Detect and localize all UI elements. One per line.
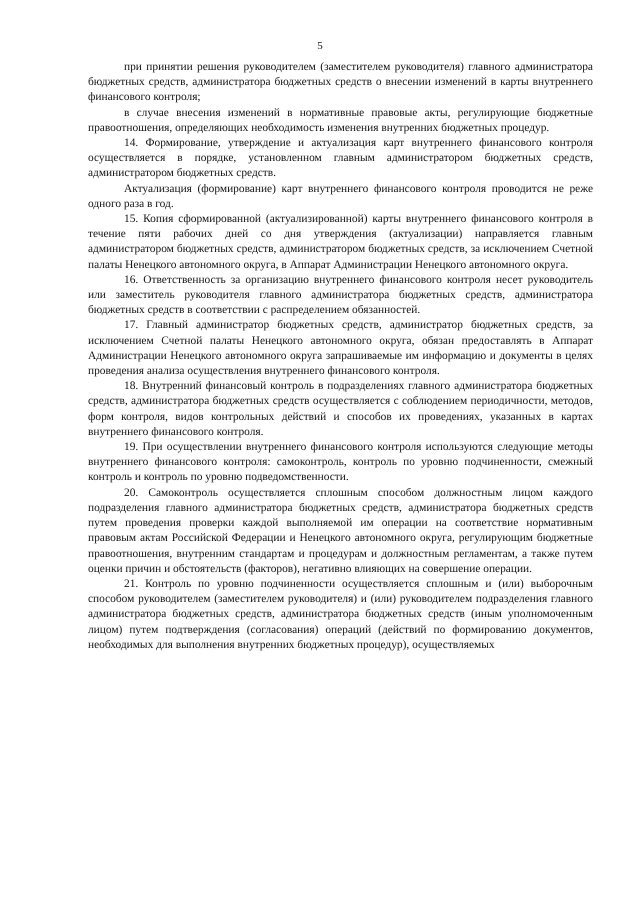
paragraph-5: 15. Копия сформированной (актуализированной) карты внутреннего финансового контроля в течение пяти рабочих дней со дня утверждения (актуализации) направляется главным администратором бюджетных средств, администратором бюджетных средств, за исключением Счетной палаты Ненецкого автономного округа, в Аппарат Администрации Ненецкого автономного округа. — [88, 213, 593, 271]
paragraph-6: 16. Ответственность за организацию внутреннего финансового контроля несет руководитель или заместитель руководителя главного администратора бюджетных средств, администратора бюджетных средств в соответствии с распределением обязанностей. — [88, 273, 593, 317]
paragraph-7: 17. Главный администратор бюджетных средств, администратор бюджетных средств, за исключением Счетной палаты Ненецкого автономного округа, обязан предоставлять в Аппарат Администрации Ненецкого автономного округа запрашиваемые им информацию и документы в целях проведения анализа осуществления внутреннего финансового контроля. — [88, 319, 593, 378]
paragraph-4: Актуализация (формирование) карт внутреннего финансового контроля проводится не реже одного раза в год. — [88, 182, 593, 210]
paragraph-11: 21. Контроль по уровню подчиненности осуществляется сплошным и (или) выборочным способом руководителем (заместителем руководителя) и (или) руководителем подразделения главного администратора бюджетных средств, администратора бюджетных средств (иным уполномоченным лицом) путем подтверждения (согласования) операций (действий по формированию документов, необходимых для выполнения внутренних бюджетных процедур), осуществляемых — [88, 577, 593, 651]
paragraph-8: 18. Внутренний финансовый контроль в подразделениях главного администратора бюджетных средств, администратора бюджетных средств осуществляется с соблюдением периодичности, методов, форм контроля, видов контрольных действий и способов их проведениях, указанных в картах внутреннего финансового контроля. — [88, 380, 593, 438]
paragraph-2: в случае внесения изменений в нормативные правовые акты, регулирующие бюджетные правоотношения, определяющих необходимость изменения внутренних бюджетных процедур. — [88, 106, 593, 134]
paragraph-10: 20. Самоконтроль осуществляется сплошным способом должностным лицом каждого подразделения главного администратора бюджетных средств, администратора бюджетных средств путем проведения проверки каждой выполняемой им операции на соответствие нормативным правовым актам Российской Федерации и Ненецкого автономного округа, регулирующим бюджетные правоотношения, внутренним стандартам и процедурам и должностным регламентам, а также путем оценки причин и обстоятельств (факторов), негативно влияющих на совершение операции. — [88, 486, 593, 575]
paragraph-3: 14. Формирование, утверждение и актуализация карт внутреннего финансового контроля осуществляется в порядке, установленном главным администратором бюджетных средств, администратором бюджетных средств. — [88, 137, 593, 180]
page-number: 5 — [317, 40, 323, 52]
paragraph-1: при принятии решения руководителем (заместителем руководителя) главного администратора бюджетных средств, администратора бюджетных средств о внесении изменений в карты внутреннего финансового контроля; — [88, 61, 593, 104]
paragraph-9: 19. При осуществлении внутреннего финансового контроля используются следующие методы внутреннего финансового контроля: самоконтроль, контроль по уровню подчиненности, смежный контроль и контроль по уровню подведомственности. — [88, 441, 593, 484]
document-body — [88, 60, 593, 653]
